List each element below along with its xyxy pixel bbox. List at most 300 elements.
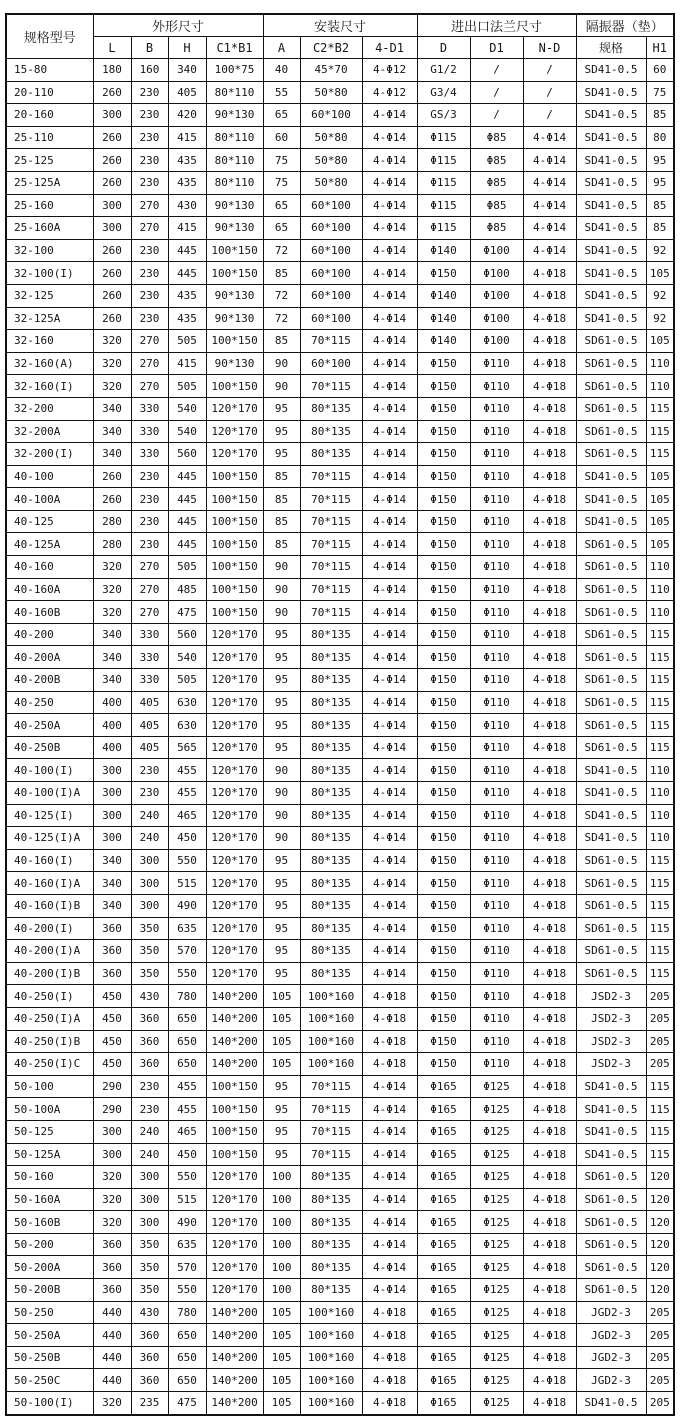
table-cell: 4-Φ14 xyxy=(362,623,417,646)
table-cell: 260 xyxy=(93,171,131,194)
model-cell: 50-200 xyxy=(6,1233,93,1256)
table-cell: 260 xyxy=(93,239,131,262)
table-cell: 50*80 xyxy=(300,81,362,104)
table-cell: 95 xyxy=(263,894,300,917)
table-cell: 120*170 xyxy=(206,940,263,963)
table-cell: 95 xyxy=(263,623,300,646)
table-cell: 260 xyxy=(93,465,131,488)
table-cell: 360 xyxy=(131,1369,168,1392)
model-cell: 32-125A xyxy=(6,307,93,330)
table-cell: 50*80 xyxy=(300,171,362,194)
table-cell: 300 xyxy=(93,804,131,827)
table-cell: 340 xyxy=(93,872,131,895)
table-row xyxy=(6,759,674,782)
table-cell: Φ140 xyxy=(417,330,470,353)
model-cell: 40-125A xyxy=(6,533,93,556)
table-cell: 485 xyxy=(168,578,206,601)
table-cell: Φ85 xyxy=(470,149,523,172)
table-cell: 100*150 xyxy=(206,239,263,262)
table-cell: 360 xyxy=(131,1324,168,1347)
table-cell: 80*135 xyxy=(300,443,362,466)
table-cell: 300 xyxy=(93,827,131,850)
table-cell: 90*130 xyxy=(206,217,263,240)
table-cell: 45*70 xyxy=(300,59,362,82)
table-row xyxy=(6,352,674,375)
table-cell: 340 xyxy=(93,894,131,917)
table-cell: Φ100 xyxy=(470,284,523,307)
table-cell: Φ110 xyxy=(470,646,523,669)
table-cell: SD61-0.5 xyxy=(576,1279,646,1302)
table-cell: Φ110 xyxy=(470,894,523,917)
table-cell: 100 xyxy=(263,1279,300,1302)
table-cell: 260 xyxy=(93,149,131,172)
table-cell: 115 xyxy=(646,691,674,714)
table-cell: 85 xyxy=(263,533,300,556)
table-cell: 4-Φ14 xyxy=(362,239,417,262)
table-cell: 4-Φ14 xyxy=(523,149,576,172)
table-cell: SD61-0.5 xyxy=(576,443,646,466)
table-row xyxy=(6,307,674,330)
table-cell: 235 xyxy=(131,1392,168,1415)
table-cell: JGD2-3 xyxy=(576,1301,646,1324)
table-cell: JSD2-3 xyxy=(576,1053,646,1076)
table-cell: 360 xyxy=(93,1256,131,1279)
table-cell: SD61-0.5 xyxy=(576,1188,646,1211)
table-cell: 140*200 xyxy=(206,1030,263,1053)
table-cell: 105 xyxy=(263,1392,300,1415)
table-row xyxy=(6,443,674,466)
table-cell: SD61-0.5 xyxy=(576,646,646,669)
table-cell: 340 xyxy=(93,443,131,466)
table-cell: 260 xyxy=(93,262,131,285)
table-cell: 110 xyxy=(646,827,674,850)
table-cell: 440 xyxy=(93,1301,131,1324)
table-cell: Φ140 xyxy=(417,307,470,330)
table-cell: 230 xyxy=(131,284,168,307)
table-cell: 4-Φ18 xyxy=(523,962,576,985)
table-cell: Φ150 xyxy=(417,488,470,511)
table-cell: 60*100 xyxy=(300,194,362,217)
table-cell: Φ110 xyxy=(470,940,523,963)
table-cell: G1/2 xyxy=(417,59,470,82)
table-cell: 120*170 xyxy=(206,443,263,466)
table-cell: 4-Φ14 xyxy=(362,443,417,466)
table-cell: 90 xyxy=(263,827,300,850)
model-cell: 40-160(I)B xyxy=(6,894,93,917)
table-cell: 465 xyxy=(168,1120,206,1143)
table-cell: / xyxy=(523,104,576,127)
table-cell: 120*170 xyxy=(206,827,263,850)
table-cell: 230 xyxy=(131,81,168,104)
table-cell: 205 xyxy=(646,1324,674,1347)
table-cell: 100*160 xyxy=(300,1053,362,1076)
table-cell: 140*200 xyxy=(206,1369,263,1392)
table-cell: 92 xyxy=(646,307,674,330)
table-cell: Φ125 xyxy=(470,1098,523,1121)
table-cell: 240 xyxy=(131,804,168,827)
table-cell: 60*100 xyxy=(300,352,362,375)
model-cell: 40-200(I) xyxy=(6,917,93,940)
table-cell: 85 xyxy=(263,262,300,285)
table-cell: 320 xyxy=(93,1392,131,1415)
model-cell: 40-100 xyxy=(6,465,93,488)
table-cell: 505 xyxy=(168,556,206,579)
model-cell: 50-160A xyxy=(6,1188,93,1211)
table-cell: 80*135 xyxy=(300,1188,362,1211)
table-cell: Φ110 xyxy=(470,420,523,443)
table-cell: 80 xyxy=(646,126,674,149)
table-cell: 435 xyxy=(168,171,206,194)
table-cell: 4-Φ14 xyxy=(362,872,417,895)
table-cell: 4-Φ14 xyxy=(362,940,417,963)
model-cell: 40-250(I)B xyxy=(6,1030,93,1053)
table-cell: 90*130 xyxy=(206,307,263,330)
table-cell: 120*170 xyxy=(206,894,263,917)
table-cell: 4-Φ14 xyxy=(362,488,417,511)
table-cell: 80*135 xyxy=(300,623,362,646)
table-cell: 72 xyxy=(263,239,300,262)
table-cell: 270 xyxy=(131,330,168,353)
table-cell: 80*110 xyxy=(206,149,263,172)
table-cell: 230 xyxy=(131,307,168,330)
model-cell: 32-200(I) xyxy=(6,443,93,466)
table-cell: SD41-0.5 xyxy=(576,804,646,827)
table-cell: 95 xyxy=(263,1143,300,1166)
table-cell: 280 xyxy=(93,533,131,556)
table-cell: 330 xyxy=(131,669,168,692)
table-cell: 80*135 xyxy=(300,1166,362,1189)
table-cell: 120 xyxy=(646,1211,674,1234)
table-cell: 205 xyxy=(646,1369,674,1392)
table-cell: 4-Φ14 xyxy=(362,736,417,759)
table-cell: SD61-0.5 xyxy=(576,375,646,398)
column-header: 4-D1 xyxy=(362,37,417,59)
table-cell: SD61-0.5 xyxy=(576,736,646,759)
table-cell: 80*135 xyxy=(300,872,362,895)
header-group-row xyxy=(6,14,674,37)
table-cell: 105 xyxy=(646,510,674,533)
model-cell: 40-125 xyxy=(6,510,93,533)
table-cell: 115 xyxy=(646,397,674,420)
table-cell: 80*135 xyxy=(300,849,362,872)
table-row xyxy=(6,171,674,194)
table-cell: 105 xyxy=(646,465,674,488)
table-cell: Φ115 xyxy=(417,126,470,149)
table-cell: 4-Φ18 xyxy=(523,1143,576,1166)
model-cell: 32-160(A) xyxy=(6,352,93,375)
table-cell: 650 xyxy=(168,1324,206,1347)
model-cell: 40-200A xyxy=(6,646,93,669)
table-cell: 70*115 xyxy=(300,1098,362,1121)
table-cell: 440 xyxy=(93,1369,131,1392)
table-cell: 270 xyxy=(131,601,168,624)
table-cell: 120*170 xyxy=(206,962,263,985)
table-cell: 360 xyxy=(131,1053,168,1076)
table-row xyxy=(6,849,674,872)
table-cell: 230 xyxy=(131,104,168,127)
table-cell: 80*135 xyxy=(300,736,362,759)
table-cell: 650 xyxy=(168,1007,206,1030)
table-cell: Φ150 xyxy=(417,1030,470,1053)
table-cell: 570 xyxy=(168,1256,206,1279)
table-cell: 4-Φ14 xyxy=(362,352,417,375)
table-cell: 120*170 xyxy=(206,872,263,895)
table-cell: 205 xyxy=(646,1301,674,1324)
table-cell: 300 xyxy=(131,1211,168,1234)
table-cell: Φ165 xyxy=(417,1233,470,1256)
table-cell: 120*170 xyxy=(206,1211,263,1234)
table-cell: 4-Φ14 xyxy=(362,556,417,579)
table-cell: 650 xyxy=(168,1030,206,1053)
table-row xyxy=(6,465,674,488)
table-cell: 320 xyxy=(93,1211,131,1234)
table-cell: 505 xyxy=(168,375,206,398)
table-cell: SD61-0.5 xyxy=(576,397,646,420)
table-cell: 95 xyxy=(263,714,300,737)
table-cell: 4-Φ18 xyxy=(362,1301,417,1324)
table-cell: 120*170 xyxy=(206,1233,263,1256)
table-cell: 180 xyxy=(93,59,131,82)
table-cell: Φ150 xyxy=(417,375,470,398)
table-cell: 450 xyxy=(93,1053,131,1076)
table-cell: SD61-0.5 xyxy=(576,894,646,917)
table-cell: / xyxy=(523,59,576,82)
table-cell: 230 xyxy=(131,759,168,782)
table-cell: Φ125 xyxy=(470,1279,523,1302)
table-cell: Φ165 xyxy=(417,1098,470,1121)
table-cell: 405 xyxy=(131,691,168,714)
table-row xyxy=(6,714,674,737)
table-row xyxy=(6,1166,674,1189)
table-cell: 70*115 xyxy=(300,1075,362,1098)
table-cell: Φ165 xyxy=(417,1143,470,1166)
table-cell: 4-Φ18 xyxy=(523,1120,576,1143)
table-cell: 4-Φ14 xyxy=(362,827,417,850)
table-cell: 205 xyxy=(646,1030,674,1053)
table-cell: Φ110 xyxy=(470,669,523,692)
table-cell: 320 xyxy=(93,1188,131,1211)
table-cell: 105 xyxy=(646,533,674,556)
table-cell: 4-Φ14 xyxy=(523,171,576,194)
table-cell: 445 xyxy=(168,510,206,533)
table-cell: 4-Φ14 xyxy=(523,126,576,149)
table-cell: 105 xyxy=(263,1301,300,1324)
table-cell: Φ110 xyxy=(470,804,523,827)
table-cell: 85 xyxy=(263,488,300,511)
column-header: C1*B1 xyxy=(206,37,263,59)
table-cell: 100*150 xyxy=(206,465,263,488)
model-cell: 40-125(I)A xyxy=(6,827,93,850)
table-cell: SD41-0.5 xyxy=(576,126,646,149)
table-cell: 340 xyxy=(168,59,206,82)
table-cell: 90 xyxy=(263,375,300,398)
table-cell: 105 xyxy=(263,1324,300,1347)
table-row xyxy=(6,397,674,420)
table-cell: 4-Φ14 xyxy=(362,1256,417,1279)
table-cell: Φ150 xyxy=(417,736,470,759)
table-cell: 435 xyxy=(168,149,206,172)
table-cell: Φ110 xyxy=(470,510,523,533)
table-cell: 230 xyxy=(131,171,168,194)
model-cell: 40-200 xyxy=(6,623,93,646)
table-cell: Φ110 xyxy=(470,759,523,782)
table-cell: Φ125 xyxy=(470,1301,523,1324)
table-cell: 115 xyxy=(646,962,674,985)
table-cell: 70*115 xyxy=(300,601,362,624)
table-cell: 540 xyxy=(168,397,206,420)
table-cell: Φ150 xyxy=(417,646,470,669)
table-cell: 70*115 xyxy=(300,510,362,533)
table-cell: 270 xyxy=(131,578,168,601)
table-cell: Φ165 xyxy=(417,1301,470,1324)
table-cell: / xyxy=(470,104,523,127)
table-cell: SD41-0.5 xyxy=(576,104,646,127)
table-cell: Φ150 xyxy=(417,872,470,895)
table-cell: 4-Φ14 xyxy=(362,284,417,307)
table-cell: Φ110 xyxy=(470,578,523,601)
table-row xyxy=(6,1120,674,1143)
table-cell: 105 xyxy=(646,262,674,285)
model-cell: 40-200(I)B xyxy=(6,962,93,985)
table-cell: 40 xyxy=(263,59,300,82)
table-cell: 80*135 xyxy=(300,397,362,420)
table-cell: SD61-0.5 xyxy=(576,1166,646,1189)
table-row xyxy=(6,1256,674,1279)
table-cell: 65 xyxy=(263,104,300,127)
table-cell: 4-Φ14 xyxy=(362,1166,417,1189)
table-cell: 4-Φ18 xyxy=(523,894,576,917)
table-cell: 75 xyxy=(263,149,300,172)
table-cell: SD61-0.5 xyxy=(576,623,646,646)
table-row xyxy=(6,985,674,1008)
table-cell: 120*170 xyxy=(206,669,263,692)
table-cell: SD61-0.5 xyxy=(576,1211,646,1234)
table-cell: Φ150 xyxy=(417,691,470,714)
table-cell: 300 xyxy=(93,217,131,240)
table-cell: 90 xyxy=(263,352,300,375)
table-cell: Φ115 xyxy=(417,194,470,217)
table-cell: 4-Φ18 xyxy=(523,1188,576,1211)
table-cell: 115 xyxy=(646,443,674,466)
table-cell: SD61-0.5 xyxy=(576,578,646,601)
table-cell: 90 xyxy=(263,804,300,827)
table-cell: 4-Φ18 xyxy=(523,1075,576,1098)
table-cell: 90*130 xyxy=(206,284,263,307)
table-cell: 350 xyxy=(131,1256,168,1279)
table-cell: 80*135 xyxy=(300,714,362,737)
table-cell: 115 xyxy=(646,1143,674,1166)
table-row xyxy=(6,239,674,262)
table-cell: 100*160 xyxy=(300,1369,362,1392)
table-cell: 230 xyxy=(131,465,168,488)
model-cell: 50-200B xyxy=(6,1279,93,1302)
table-cell: 4-Φ18 xyxy=(523,1324,576,1347)
table-cell: 230 xyxy=(131,126,168,149)
header-installation-dimensions: 安装尺寸 xyxy=(263,14,417,37)
table-cell: SD61-0.5 xyxy=(576,420,646,443)
model-cell: 32-100(I) xyxy=(6,262,93,285)
table-cell: Φ150 xyxy=(417,669,470,692)
table-cell: 260 xyxy=(93,284,131,307)
table-cell: 90*130 xyxy=(206,352,263,375)
table-cell: 260 xyxy=(93,307,131,330)
model-cell: 40-200(I)A xyxy=(6,940,93,963)
table-cell: 4-Φ18 xyxy=(523,714,576,737)
table-cell: 415 xyxy=(168,352,206,375)
table-cell: SD61-0.5 xyxy=(576,940,646,963)
table-cell: GS/3 xyxy=(417,104,470,127)
table-cell: Φ110 xyxy=(470,397,523,420)
table-cell: 330 xyxy=(131,420,168,443)
model-cell: 40-160(I)A xyxy=(6,872,93,895)
table-cell: 120 xyxy=(646,1166,674,1189)
table-cell: 405 xyxy=(131,714,168,737)
table-cell: 4-Φ18 xyxy=(523,601,576,624)
table-cell: 205 xyxy=(646,1346,674,1369)
table-cell: 4-Φ14 xyxy=(362,578,417,601)
table-cell: SD41-0.5 xyxy=(576,59,646,82)
table-cell: Φ150 xyxy=(417,556,470,579)
table-cell: Φ85 xyxy=(470,217,523,240)
table-cell: SD41-0.5 xyxy=(576,1098,646,1121)
table-cell: 650 xyxy=(168,1053,206,1076)
table-cell: 65 xyxy=(263,194,300,217)
table-cell: 445 xyxy=(168,465,206,488)
model-cell: 40-160(I) xyxy=(6,849,93,872)
table-cell: 110 xyxy=(646,352,674,375)
table-cell: SD41-0.5 xyxy=(576,194,646,217)
table-cell: 4-Φ18 xyxy=(523,533,576,556)
table-row xyxy=(6,940,674,963)
table-cell: 230 xyxy=(131,488,168,511)
table-row xyxy=(6,646,674,669)
model-cell: 20-110 xyxy=(6,81,93,104)
table-cell: 270 xyxy=(131,556,168,579)
table-cell: Φ125 xyxy=(470,1346,523,1369)
table-cell: SD61-0.5 xyxy=(576,352,646,375)
table-cell: 270 xyxy=(131,217,168,240)
table-cell: 320 xyxy=(93,556,131,579)
table-cell: 80*135 xyxy=(300,1279,362,1302)
table-row xyxy=(6,804,674,827)
table-cell: 560 xyxy=(168,623,206,646)
table-cell: 205 xyxy=(646,1007,674,1030)
table-cell: Φ100 xyxy=(470,307,523,330)
table-cell: 100*160 xyxy=(300,1346,362,1369)
table-cell: 90*130 xyxy=(206,104,263,127)
table-cell: 100*160 xyxy=(300,1030,362,1053)
table-cell: SD61-0.5 xyxy=(576,1256,646,1279)
table-cell: Φ125 xyxy=(470,1211,523,1234)
table-cell: 340 xyxy=(93,397,131,420)
table-cell: 100*160 xyxy=(300,1392,362,1415)
table-cell: 90*130 xyxy=(206,194,263,217)
table-cell: 115 xyxy=(646,736,674,759)
table-cell: JGD2-3 xyxy=(576,1346,646,1369)
table-cell: Φ165 xyxy=(417,1166,470,1189)
table-cell: 630 xyxy=(168,714,206,737)
table-row xyxy=(6,126,674,149)
table-cell: 205 xyxy=(646,985,674,1008)
table-cell: 140*200 xyxy=(206,1301,263,1324)
table-cell: Φ150 xyxy=(417,443,470,466)
model-cell: 40-125(I) xyxy=(6,804,93,827)
model-cell: 50-160 xyxy=(6,1166,93,1189)
table-cell: 95 xyxy=(263,917,300,940)
model-cell: 40-100(I) xyxy=(6,759,93,782)
table-row xyxy=(6,217,674,240)
table-cell: 115 xyxy=(646,420,674,443)
